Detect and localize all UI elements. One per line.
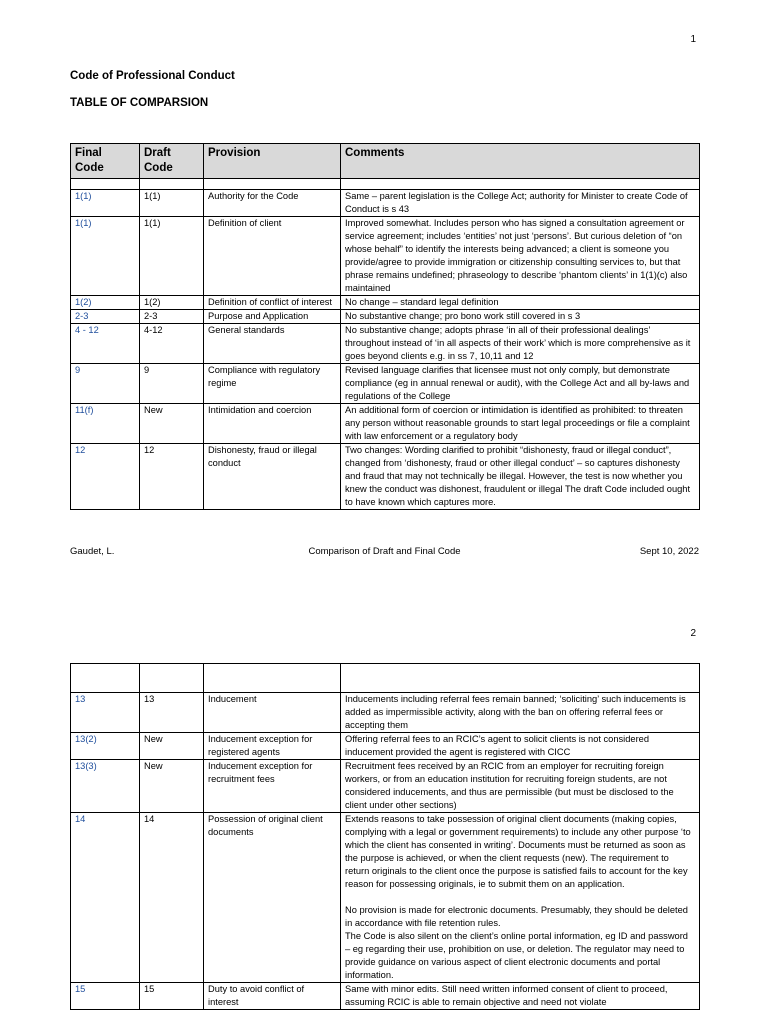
draft-code-cell: 12 (140, 444, 204, 510)
footer-center: Comparison of Draft and Final Code (308, 546, 461, 557)
table-row (71, 364, 700, 404)
provision-cell: Inducement exception for recruitment fees (204, 760, 341, 813)
final-code-cell: 11(f) (71, 404, 140, 444)
table-row (71, 760, 700, 813)
table-row (71, 983, 700, 1010)
comments-cell: Improved somewhat. Includes person who has signed a consultation agreement or service agreement; includes ‘entities’ not just ‘persons’. But curious deletion of “on whose behalf” to identify the interests being advanced; a client is someone you provide/agree to provide immigration or citizenship consulting services to, but that phrase remains undefined; phraseology to describe ‘phantom clients’ in 1(1)(c) also maintained (341, 217, 700, 296)
provision-cell: Definition of client (204, 217, 341, 296)
header-draft-code: Draft Code (140, 144, 204, 179)
comments-cell: Recruitment fees received by an RCIC from an employer for recruiting foreign workers, or from an education institution for recruiting foreign students, are not considered inducements, and thus are permissible (but must be disclosed to the client under other sections) (341, 760, 700, 813)
empty-header-row (71, 664, 700, 693)
comments-cell: Inducements including referral fees remain banned; ‘soliciting’ such inducements is added as impermissible activity, along with the ban on offering referral fees or accepting them (341, 693, 700, 733)
final-code-cell: 1(2) (71, 296, 140, 310)
table-row (71, 813, 700, 983)
header-comments: Comments (341, 144, 700, 179)
final-code-cell: 13(3) (71, 760, 140, 813)
provision-cell: Compliance with regulatory regime (204, 364, 341, 404)
table-row (71, 404, 700, 444)
table-header-row (71, 144, 700, 179)
final-code-cell: 4 - 12 (71, 324, 140, 364)
draft-code-cell: 4-12 (140, 324, 204, 364)
provision-cell: Intimidation and coercion (204, 404, 341, 444)
comments-cell: Same – parent legislation is the College Act; authority for Minister to create Code of Conduct is s 43 (341, 190, 700, 217)
comments-cell: Same with minor edits. Still need written informed consent of client to proceed, assuming RCIC is able to remain objective and need not violate (341, 983, 700, 1010)
draft-code-cell: 1(1) (140, 217, 204, 296)
table-row (71, 733, 700, 760)
provision-cell: Definition of conflict of interest (204, 296, 341, 310)
table-row (71, 296, 700, 310)
provision-cell: Inducement exception for registered agents (204, 733, 341, 760)
final-code-cell: 2-3 (71, 310, 140, 324)
final-code-cell: 12 (71, 444, 140, 510)
table-row (71, 310, 700, 324)
comments-paragraph: No provision is made for electronic documents. Presumably, they should be deleted in accordance with file retention rules. (345, 905, 688, 928)
draft-code-cell: 1(2) (140, 296, 204, 310)
provision-cell: Duty to avoid conflict of interest (204, 983, 341, 1010)
comparison-table (70, 143, 700, 510)
comments-cell: Two changes: Wording clarified to prohibit “dishonesty, fraud or illegal conduct”, changed from ‘dishonesty, fraud or other illegal conduct’ – so captures dishonesty and fraud that may not technically be illegal. However, the test is now whether you knew the conduct was dishonest, fraudulent or illegal The draft Code included ought to have known which captures more. (341, 444, 700, 510)
comments-cell: Offering referral fees to an RCIC’s agent to solicit clients is not considered inducement provided the agent is registered with CICC (341, 733, 700, 760)
final-code-cell: 1(1) (71, 190, 140, 217)
table-row (71, 444, 700, 510)
draft-code-cell: 1(1) (140, 190, 204, 217)
provision-cell: General standards (204, 324, 341, 364)
document-subtitle: TABLE OF COMPARSION (70, 97, 209, 109)
comments-paragraph: Extends reasons to take possession of original client documents (making copies, complying with a legal or government requirements) to include any other purpose ‘to which the client has consented in writing’. Documents must be returned as soon as the purpose is achieved, or when the client requests (new). The requirement to return originals to the client once the purpose is satisfied fails to account for the key reason for possessing originals, ie to submit them on an application. (345, 814, 691, 889)
comments-cell: An additional form of coercion or intimidation is identified as prohibited: to threaten any person without reasonable grounds to start legal proceedings or file a complaint with law enforcement or a regulatory body (341, 404, 700, 444)
draft-code-cell: 2-3 (140, 310, 204, 324)
draft-code-cell: 13 (140, 693, 204, 733)
final-code-cell: 1(1) (71, 217, 140, 296)
document-title: Code of Professional Conduct (70, 70, 235, 82)
comments-cell (341, 813, 700, 983)
draft-code-cell: New (140, 733, 204, 760)
footer-date: Sept 10, 2022 (639, 546, 699, 557)
provision-cell: Authority for the Code (204, 190, 341, 217)
page-number: 1 (690, 34, 696, 45)
header-provision: Provision (204, 144, 341, 179)
table-row (71, 324, 700, 364)
comments-cell: No substantive change; adopts phrase ‘in all of their professional dealings’ throughout instead of ‘in all aspects of their work’ which is more comprehensive as it goes beyond clients e.g. in ss 7, 10,11 and 12 (341, 324, 700, 364)
provision-cell: Possession of original client documents (204, 813, 341, 983)
provision-cell: Dishonesty, fraud or illegal conduct (204, 444, 341, 510)
draft-code-cell: 9 (140, 364, 204, 404)
final-code-cell: 15 (71, 983, 140, 1010)
draft-code-cell: New (140, 404, 204, 444)
comments-cell: No change – standard legal definition (341, 296, 700, 310)
final-code-cell: 13 (71, 693, 140, 733)
table-row (71, 190, 700, 217)
comparison-table-continued (70, 663, 700, 1010)
final-code-cell: 13(2) (71, 733, 140, 760)
empty-row (71, 179, 700, 190)
draft-code-cell: 15 (140, 983, 204, 1010)
provision-cell: Purpose and Application (204, 310, 341, 324)
page-number: 2 (690, 628, 696, 639)
comments-paragraph: The Code is also silent on the client’s online portal information, eg ID and password – eg regarding their use, prohibition on use, or deletion. The regulator may need to provide guidance on various aspect of client electronic documents and portal information. (345, 931, 688, 980)
final-code-cell: 9 (71, 364, 140, 404)
provision-cell: Inducement (204, 693, 341, 733)
final-code-cell: 14 (71, 813, 140, 983)
comments-cell: No substantive change; pro bono work still covered in s 3 (341, 310, 700, 324)
comments-cell: Revised language clarifies that licensee must not only comply, but demonstrate compliance (eg in annual renewal or audit), with the College Act and all by-laws and regulations of the College (341, 364, 700, 404)
draft-code-cell: New (140, 760, 204, 813)
header-final-code: Final Code (71, 144, 140, 179)
table-row (71, 693, 700, 733)
footer-author: Gaudet, L. (70, 546, 115, 557)
table-row (71, 217, 700, 296)
draft-code-cell: 14 (140, 813, 204, 983)
